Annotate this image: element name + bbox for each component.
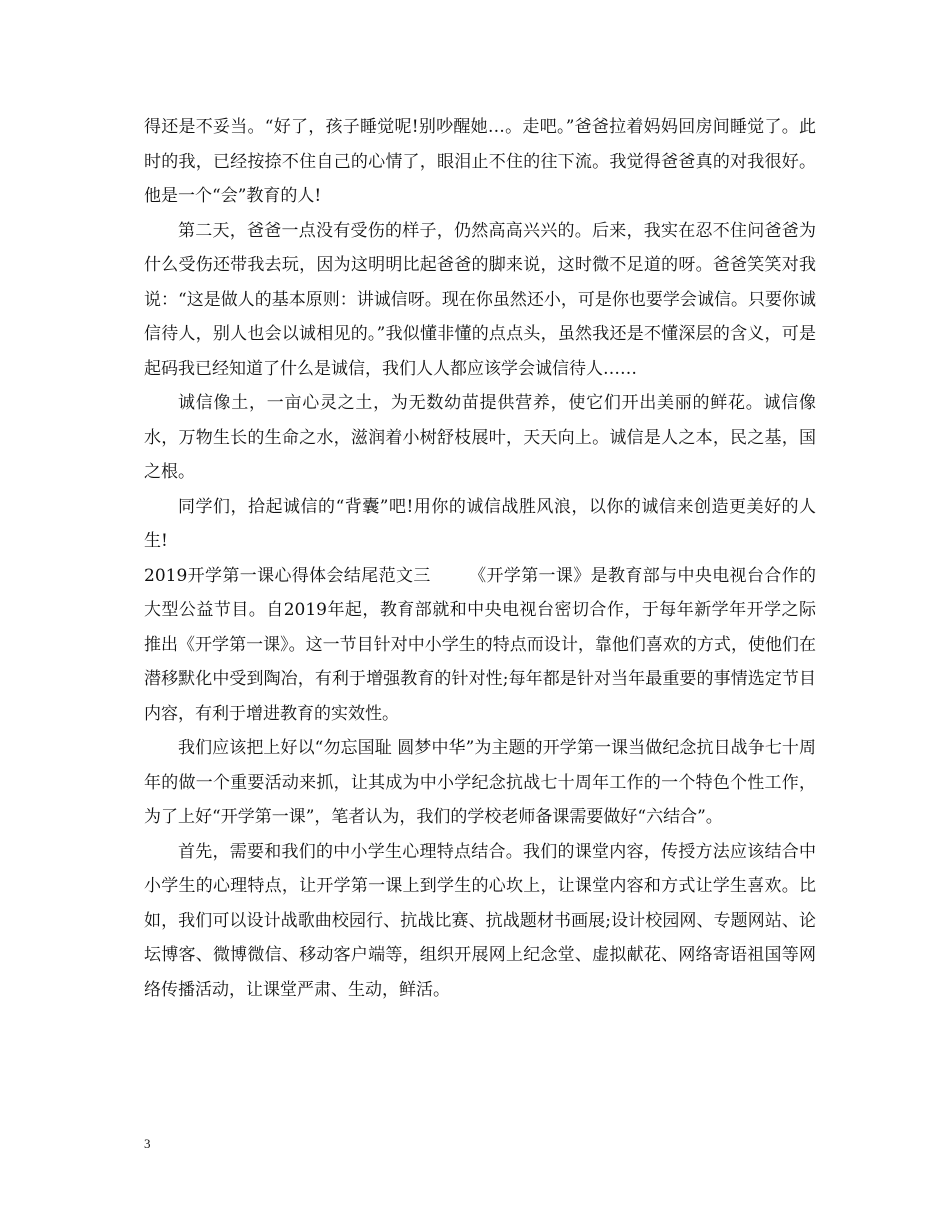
section-paragraph [144,559,816,732]
paragraph-3: 诚信像土，一亩心灵之土，为无数幼苗提供营养，使它们开出美丽的鲜花。诚信像水，万物生长的生命之水，滋润着小树舒枝展叶，天天向上。诚信是人之本，民之基，国之根。 [144,393,816,482]
paragraph-6: 首先，需要和我们的中小学生心理特点结合。我们的课堂内容，传授方法应该结合中小学生的心理特点，让开学第一课上到学生的心坎上，让课堂内容和方式让学生喜欢。比如，我们可以设计战歌曲校园行、抗战比赛、抗战题材书画展;设计校园网、专题网站、论坛博客、微博微信、移动客户端等，组织开展网上纪念堂、虚拟献花、网络寄语祖国等网络传播活动，让课堂严肃、生动，鲜活。 [144,841,816,1000]
page-number: 3 [144,1136,151,1151]
document-body [144,110,816,1007]
paragraph-5: 我们应该把上好以“勿忘国耻 圆梦中华”为主题的开学第一课当做纪念抗日战争七十周年的做一个重要活动来抓，让其成为中小学纪念抗战七十周年工作的一个特色个性工作，为了上好“开学第一课”，笔者认为，我们的学校老师备课需要做好“六结合”。 [144,738,816,827]
paragraph-4: 同学们，拾起诚信的“背囊”吧!用你的诚信战胜风浪，以你的诚信来创造更美好的人生! [144,496,816,551]
paragraph-2: 第二天，爸爸一点没有受伤的样子，仍然高高兴兴的。后来，我实在忍不住问爸爸为什么受伤还带我去玩，因为这明明比起爸爸的脚来说，这时微不足道的呀。爸爸笑笑对我说：“这是做人的基本原则：讲诚信呀。现在你虽然还小，可是你也要学会诚信。只要你诚信待人，别人也会以诚相见的。”我似懂非懂的点点头，虽然我还是不懂深层的含义，可是起码我已经知道了什么是诚信，我们人人都应该学会诚信待人…… [144,220,816,379]
section-heading: 2019开学第一课心得体会结尾范文三 [144,565,431,586]
section-body: 《开学第一课》是教育部与中央电视台合作的大型公益节目。自2019年起，教育部就和中央电视台密切合作，于每年新学年开学之际推出《开学第一课》。这一节目针对中小学生的特点而设计，靠他们喜欢的方式，使他们在潜移默化中受到陶冶，有利于增强教育的针对性;每年都是针对当年最重要的事情选定节目内容，有利于增进教育的实效性。 [144,565,817,724]
paragraph-1: 得还是不妥当。“好了，孩子睡觉呢!别吵醒她…。走吧。”爸爸拉着妈妈回房间睡觉了。此时的我，已经按捺不住自己的心情了，眼泪止不住的往下流。我觉得爸爸真的对我很好。他是一个“会”教育的人! [144,117,816,206]
